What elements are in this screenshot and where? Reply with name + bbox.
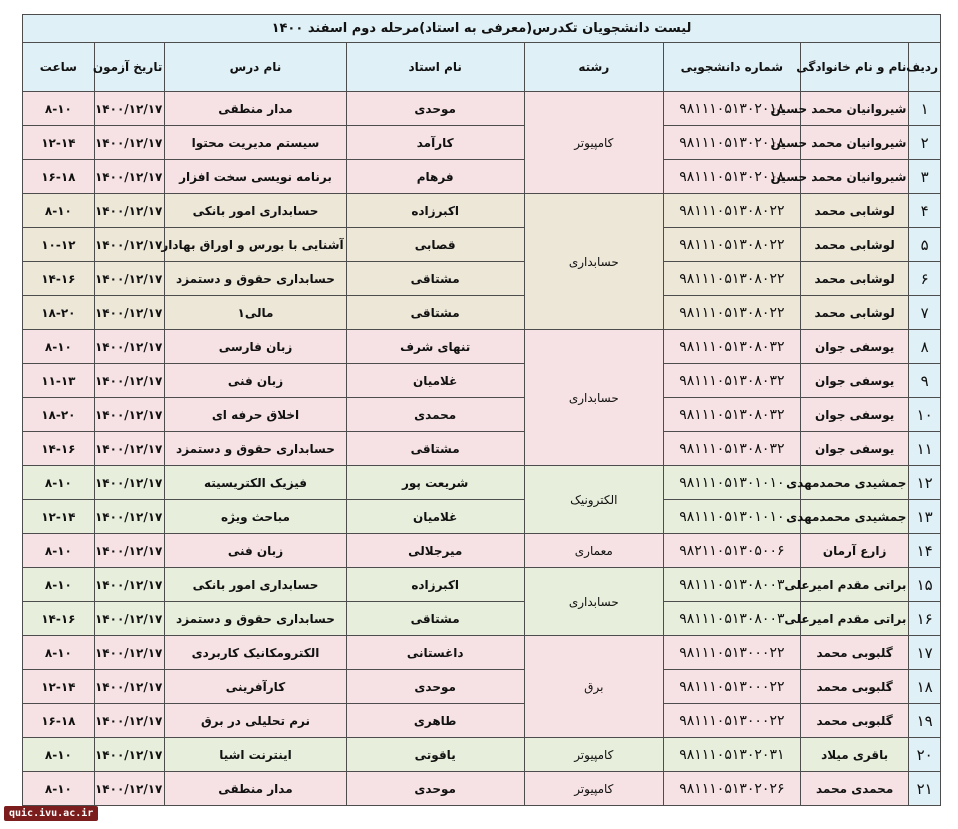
exam-time: ۸-۱۰ [23, 534, 95, 568]
major-cell: الکترونیک [524, 466, 663, 534]
table-row [23, 160, 941, 194]
exam-time: ۱۴-۱۶ [23, 432, 95, 466]
student-name: گلبوبی محمد [800, 704, 909, 738]
row-number: ۱۰ [909, 398, 941, 432]
table-row [23, 568, 941, 602]
site-url-badge[interactable]: quic.ivu.ac.ir [4, 806, 98, 821]
exam-date: ۱۴۰۰/۱۲/۱۷ [94, 126, 165, 160]
exam-date: ۱۴۰۰/۱۲/۱۷ [94, 772, 165, 806]
table-row [23, 228, 941, 262]
professor-name: غلامیان [346, 364, 524, 398]
exam-date: ۱۴۰۰/۱۲/۱۷ [94, 534, 165, 568]
table-row [23, 432, 941, 466]
row-number: ۵ [909, 228, 941, 262]
student-name: باقری میلاد [800, 738, 909, 772]
exam-date: ۱۴۰۰/۱۲/۱۷ [94, 364, 165, 398]
student-id: ۹۸۱۱۱۰۵۱۳۰۸۰۳۲ [663, 398, 800, 432]
table-row [23, 670, 941, 704]
table-row [23, 534, 941, 568]
row-number: ۱۶ [909, 602, 941, 636]
exam-date: ۱۴۰۰/۱۲/۱۷ [94, 636, 165, 670]
course-name: حسابداری حقوق و دستمزد [165, 262, 346, 296]
course-name: حسابداری امور بانکی [165, 568, 346, 602]
table-row [23, 92, 941, 126]
professor-name: میرجلالی [346, 534, 524, 568]
professor-name: موحدی [346, 92, 524, 126]
row-number: ۲۱ [909, 772, 941, 806]
exam-time: ۸-۱۰ [23, 466, 95, 500]
course-name: اینترنت اشیا [165, 738, 346, 772]
table-row [23, 738, 941, 772]
professor-name: موحدی [346, 772, 524, 806]
table-row [23, 704, 941, 738]
professor-name: یاقوتی [346, 738, 524, 772]
exam-date: ۱۴۰۰/۱۲/۱۷ [94, 500, 165, 534]
course-name: آشنایی با بورس و اوراق بهادار [165, 228, 346, 262]
professor-name: قصابی [346, 228, 524, 262]
student-name: لوشابی محمد [800, 228, 909, 262]
header-professor: نام استاد [346, 43, 524, 92]
exam-time: ۱۶-۱۸ [23, 704, 95, 738]
major-cell: حسابداری [524, 568, 663, 636]
student-name: جمشیدی محمدمهدی [800, 466, 909, 500]
header-full-name: نام و نام خانوادگی [800, 43, 909, 92]
exam-date: ۱۴۰۰/۱۲/۱۷ [94, 432, 165, 466]
student-id: ۹۸۱۱۱۰۵۱۳۰۸۰۲۲ [663, 296, 800, 330]
course-name: مدار منطقی [165, 92, 346, 126]
exam-date: ۱۴۰۰/۱۲/۱۷ [94, 568, 165, 602]
student-name: لوشابی محمد [800, 296, 909, 330]
exam-date: ۱۴۰۰/۱۲/۱۷ [94, 228, 165, 262]
row-number: ۱۵ [909, 568, 941, 602]
student-name: شیروانیان محمد حسین [800, 160, 909, 194]
table-row [23, 364, 941, 398]
course-name: زبان فنی [165, 534, 346, 568]
table-row [23, 194, 941, 228]
professor-name: مشتاقی [346, 262, 524, 296]
student-name: محمدی محمد [800, 772, 909, 806]
student-name: یوسفی جوان [800, 398, 909, 432]
professor-name: فرهام [346, 160, 524, 194]
student-id: ۹۸۱۱۱۰۵۱۳۰۱۰۱۰ [663, 500, 800, 534]
exam-time: ۸-۱۰ [23, 568, 95, 602]
row-number: ۱۷ [909, 636, 941, 670]
professor-name: مشتاقی [346, 296, 524, 330]
table-row [23, 772, 941, 806]
exam-date: ۱۴۰۰/۱۲/۱۷ [94, 670, 165, 704]
course-name: فیزیک الکتریسیته [165, 466, 346, 500]
student-id: ۹۸۱۱۱۰۵۱۳۰۲۰۱۸ [663, 126, 800, 160]
exam-time: ۱۲-۱۴ [23, 126, 95, 160]
professor-name: موحدی [346, 670, 524, 704]
course-name: سیستم مدیریت محتوا [165, 126, 346, 160]
professor-name: طاهری [346, 704, 524, 738]
exam-time: ۱۸-۲۰ [23, 398, 95, 432]
row-number: ۹ [909, 364, 941, 398]
student-id: ۹۸۱۱۱۰۵۱۳۰۲۰۱۸ [663, 92, 800, 126]
professor-name: مشتاقی [346, 602, 524, 636]
exam-date: ۱۴۰۰/۱۲/۱۷ [94, 738, 165, 772]
major-cell: معماری [524, 534, 663, 568]
row-number: ۷ [909, 296, 941, 330]
course-name: زبان فارسی [165, 330, 346, 364]
student-name: شیروانیان محمد حسین [800, 126, 909, 160]
table-row [23, 296, 941, 330]
exam-date: ۱۴۰۰/۱۲/۱۷ [94, 160, 165, 194]
course-name: حسابداری امور بانکی [165, 194, 346, 228]
row-number: ۱۳ [909, 500, 941, 534]
professor-name: مشتاقی [346, 432, 524, 466]
row-number: ۴ [909, 194, 941, 228]
course-name: حسابداری حقوق و دستمزد [165, 432, 346, 466]
course-name: زبان فنی [165, 364, 346, 398]
student-name: لوشابی محمد [800, 194, 909, 228]
table-row [23, 330, 941, 364]
table-row [23, 500, 941, 534]
major-cell: برق [524, 636, 663, 738]
exam-date: ۱۴۰۰/۱۲/۱۷ [94, 466, 165, 500]
student-name: لوشابی محمد [800, 262, 909, 296]
row-number: ۲۰ [909, 738, 941, 772]
professor-name: غلامیان [346, 500, 524, 534]
exam-time: ۱۲-۱۴ [23, 500, 95, 534]
exam-time: ۸-۱۰ [23, 92, 95, 126]
row-number: ۱۹ [909, 704, 941, 738]
header-row-number: ردیف [909, 43, 941, 92]
exam-date: ۱۴۰۰/۱۲/۱۷ [94, 92, 165, 126]
student-name: جمشیدی محمدمهدی [800, 500, 909, 534]
professor-name: شریعت پور [346, 466, 524, 500]
exam-time: ۱۴-۱۶ [23, 602, 95, 636]
exam-date: ۱۴۰۰/۱۲/۱۷ [94, 194, 165, 228]
student-name: گلبوبی محمد [800, 636, 909, 670]
exam-time: ۱۴-۱۶ [23, 262, 95, 296]
professor-name: محمدی [346, 398, 524, 432]
course-name: الکترومکانیک کاربردی [165, 636, 346, 670]
exam-time: ۸-۱۰ [23, 636, 95, 670]
exam-time: ۸-۱۰ [23, 330, 95, 364]
exam-date: ۱۴۰۰/۱۲/۱۷ [94, 330, 165, 364]
table-row [23, 262, 941, 296]
student-name: براتی مقدم امیرعلی [800, 602, 909, 636]
header-row [23, 43, 941, 92]
course-name: کارآفرینی [165, 670, 346, 704]
professor-name: کارآمد [346, 126, 524, 160]
student-id: ۹۸۱۱۱۰۵۱۳۰۲۰۲۶ [663, 772, 800, 806]
table-row [23, 636, 941, 670]
student-id: ۹۸۱۱۱۰۵۱۳۰۸۰۳۲ [663, 432, 800, 466]
header-student-id: شماره دانشجویی [663, 43, 800, 92]
student-id: ۹۸۱۱۱۰۵۱۳۰۸۰۰۳ [663, 568, 800, 602]
table-title: لیست دانشجویان تکدرس(معرفی به استاد)مرحله دوم اسفند ۱۴۰۰ [23, 15, 941, 43]
header-course: نام درس [165, 43, 346, 92]
course-name: نرم تحلیلی در برق [165, 704, 346, 738]
major-cell: حسابداری [524, 194, 663, 330]
student-id: ۹۸۱۱۱۰۵۱۳۰۰۰۲۲ [663, 636, 800, 670]
student-id: ۹۸۱۱۱۰۵۱۳۰۸۰۲۲ [663, 262, 800, 296]
student-list-table [22, 14, 941, 806]
student-id: ۹۸۱۱۱۰۵۱۳۰۱۰۱۰ [663, 466, 800, 500]
student-name: یوسفی جوان [800, 432, 909, 466]
exam-date: ۱۴۰۰/۱۲/۱۷ [94, 262, 165, 296]
student-id: ۹۸۱۱۱۰۵۱۳۰۸۰۳۲ [663, 330, 800, 364]
major-cell: کامپیوتر [524, 92, 663, 194]
header-exam-date: تاریخ آزمون [94, 43, 165, 92]
professor-name: تنهای شرف [346, 330, 524, 364]
row-number: ۱ [909, 92, 941, 126]
course-name: اخلاق حرفه ای [165, 398, 346, 432]
professor-name: اکبرزاده [346, 568, 524, 602]
table-row [23, 398, 941, 432]
row-number: ۲ [909, 126, 941, 160]
student-id: ۹۸۲۱۱۰۵۱۳۰۵۰۰۶ [663, 534, 800, 568]
student-id: ۹۸۱۱۱۰۵۱۳۰۸۰۲۲ [663, 228, 800, 262]
student-name: یوسفی جوان [800, 330, 909, 364]
row-number: ۱۱ [909, 432, 941, 466]
student-name: یوسفی جوان [800, 364, 909, 398]
course-name: برنامه نویسی سخت افزار [165, 160, 346, 194]
student-id: ۹۸۱۱۱۰۵۱۳۰۸۰۲۲ [663, 194, 800, 228]
exam-date: ۱۴۰۰/۱۲/۱۷ [94, 602, 165, 636]
exam-time: ۱۰-۱۲ [23, 228, 95, 262]
student-name: گلبوبی محمد [800, 670, 909, 704]
exam-time: ۸-۱۰ [23, 738, 95, 772]
row-number: ۶ [909, 262, 941, 296]
student-name: زارع آرمان [800, 534, 909, 568]
student-id: ۹۸۱۱۱۰۵۱۳۰۲۰۳۱ [663, 738, 800, 772]
exam-time: ۱۶-۱۸ [23, 160, 95, 194]
table-row [23, 126, 941, 160]
student-name: براتی مقدم امیرعلی [800, 568, 909, 602]
row-number: ۱۲ [909, 466, 941, 500]
major-cell: کامپیوتر [524, 738, 663, 772]
row-number: ۳ [909, 160, 941, 194]
professor-name: اکبرزاده [346, 194, 524, 228]
student-name: شیروانیان محمد حسین [800, 92, 909, 126]
student-id: ۹۸۱۱۱۰۵۱۳۰۸۰۳۲ [663, 364, 800, 398]
table-row [23, 466, 941, 500]
course-name: حسابداری حقوق و دستمزد [165, 602, 346, 636]
exam-date: ۱۴۰۰/۱۲/۱۷ [94, 398, 165, 432]
course-name: مباحث ویژه [165, 500, 346, 534]
student-id: ۹۸۱۱۱۰۵۱۳۰۸۰۰۳ [663, 602, 800, 636]
course-name: مالی۱ [165, 296, 346, 330]
student-id: ۹۸۱۱۱۰۵۱۳۰۰۰۲۲ [663, 704, 800, 738]
major-cell: حسابداری [524, 330, 663, 466]
exam-time: ۱۱-۱۳ [23, 364, 95, 398]
row-number: ۱۴ [909, 534, 941, 568]
exam-date: ۱۴۰۰/۱۲/۱۷ [94, 704, 165, 738]
major-cell: کامپیوتر [524, 772, 663, 806]
exam-date: ۱۴۰۰/۱۲/۱۷ [94, 296, 165, 330]
student-id: ۹۸۱۱۱۰۵۱۳۰۲۰۱۸ [663, 160, 800, 194]
header-major: رشته [524, 43, 663, 92]
header-time: ساعت [23, 43, 95, 92]
row-number: ۸ [909, 330, 941, 364]
exam-time: ۱۸-۲۰ [23, 296, 95, 330]
table-row [23, 602, 941, 636]
student-id: ۹۸۱۱۱۰۵۱۳۰۰۰۲۲ [663, 670, 800, 704]
exam-time: ۱۲-۱۴ [23, 670, 95, 704]
exam-time: ۸-۱۰ [23, 194, 95, 228]
exam-time: ۸-۱۰ [23, 772, 95, 806]
professor-name: داغستانی [346, 636, 524, 670]
course-name: مدار منطقی [165, 772, 346, 806]
row-number: ۱۸ [909, 670, 941, 704]
